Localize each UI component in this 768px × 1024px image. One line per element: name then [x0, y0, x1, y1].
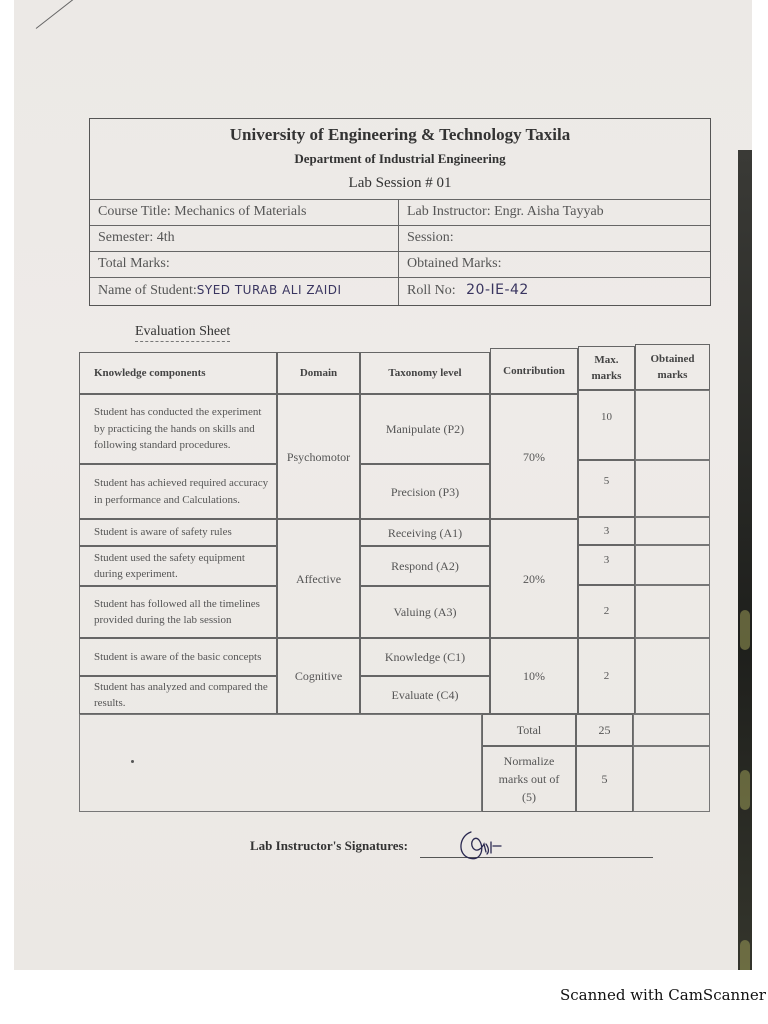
header-row-course	[90, 199, 710, 225]
obtained-marks-row-1	[635, 390, 710, 460]
domain-cognitive: Cognitive	[277, 638, 360, 714]
total-marks: Total Marks:	[98, 256, 170, 271]
taxonomy-respond: Respond (A2)	[360, 546, 490, 586]
normalize-label: Normalize marks out of (5)	[482, 746, 576, 812]
handwritten-signature	[455, 826, 505, 866]
total-label: Total	[482, 714, 576, 746]
max-marks-row-5: 2	[578, 585, 635, 638]
contribution-psychomotor: 70%	[490, 394, 578, 519]
header-box	[89, 118, 711, 306]
contribution-cognitive: 10%	[490, 638, 578, 714]
contribution-affective: 20%	[490, 519, 578, 638]
obtained-marks: Obtained Marks:	[398, 252, 710, 277]
department-name: Department of Industrial Engineering	[294, 151, 506, 166]
background-surface	[738, 150, 752, 970]
scratch-mark	[36, 0, 76, 29]
roll-number-label: Roll No:	[407, 283, 456, 298]
component-row-3: Student is aware of safety rules	[79, 519, 277, 546]
student-name-cell	[90, 278, 398, 305]
max-marks-row-4: 3	[578, 545, 635, 585]
student-name-label: Name of Student:	[98, 283, 197, 298]
max-marks-row-2: 5	[578, 460, 635, 517]
roll-number-value: 20-IE-42	[466, 282, 529, 298]
component-row-7: Student has analyzed and compared the results.	[79, 676, 277, 714]
obtained-marks-row-2	[635, 460, 710, 517]
student-name-value: SYED TURAB ALI ZAIDI	[196, 283, 342, 297]
lab-instructor: Lab Instructor: Engr. Aisha Tayyab	[398, 200, 710, 225]
max-marks-row-6: 2	[578, 638, 635, 714]
obtained-marks-row-3	[635, 517, 710, 545]
max-marks-row-3: 3	[578, 517, 635, 545]
component-row-2: Student has achieved required accuracy in performance and Calculations.	[79, 464, 277, 519]
column-header-domain: Domain	[277, 352, 360, 394]
taxonomy-evaluate: Evaluate (C4)	[360, 676, 490, 714]
taxonomy-knowledge: Knowledge (C1)	[360, 638, 490, 676]
component-row-5: Student has followed all the timelines provided during the lab session	[79, 586, 277, 638]
evaluation-sheet-title: Evaluation Sheet	[135, 324, 230, 342]
camscanner-footer: Scanned with CamScanner	[560, 986, 766, 1004]
obtained-marks-row-6	[635, 638, 710, 714]
component-row-1: Student has conducted the experiment by practicing the hands on skills and following standard procedures.	[79, 394, 277, 464]
column-header-taxonomy: Taxonomy level	[360, 352, 490, 394]
lab-session: Lab Session # 01	[348, 175, 452, 191]
ink-dot	[131, 760, 134, 763]
component-row-6: Student is aware of the basic concepts	[79, 638, 277, 676]
column-header-obtained-marks: Obtained marks	[635, 344, 710, 390]
total-value: 25	[576, 714, 633, 746]
evaluation-table	[80, 345, 711, 813]
header-row-marks	[90, 251, 710, 277]
total-obtained	[633, 714, 710, 746]
obtained-marks-row-5	[635, 585, 710, 638]
university-name: University of Engineering & Technology Taxila	[229, 125, 571, 144]
semester: Semester: 4th	[98, 230, 175, 245]
taxonomy-valuing: Valuing (A3)	[360, 586, 490, 638]
header-row-student	[90, 277, 710, 305]
obtained-marks-row-4	[635, 545, 710, 585]
domain-psychomotor: Psychomotor	[277, 394, 360, 519]
max-marks-row-1: 10	[578, 390, 635, 460]
session: Session:	[398, 226, 710, 251]
header-row-semester	[90, 225, 710, 251]
taxonomy-receiving: Receiving (A1)	[360, 519, 490, 546]
normalize-obtained	[633, 746, 710, 812]
course-title: Course Title: Mechanics of Materials	[98, 204, 307, 219]
taxonomy-precision: Precision (P3)	[360, 464, 490, 519]
domain-affective: Affective	[277, 519, 360, 638]
column-header-contribution: Contribution	[490, 348, 578, 394]
roll-number-cell	[398, 278, 710, 305]
column-header-max-marks: Max. marks	[578, 346, 635, 390]
taxonomy-manipulate: Manipulate (P2)	[360, 394, 490, 464]
empty-summary-area	[79, 714, 482, 812]
signature-label: Lab Instructor's Signatures:	[250, 838, 408, 853]
component-row-4: Student used the safety equipment during experiment.	[79, 546, 277, 586]
normalize-value: 5	[576, 746, 633, 812]
column-header-knowledge: Knowledge components	[79, 352, 277, 394]
